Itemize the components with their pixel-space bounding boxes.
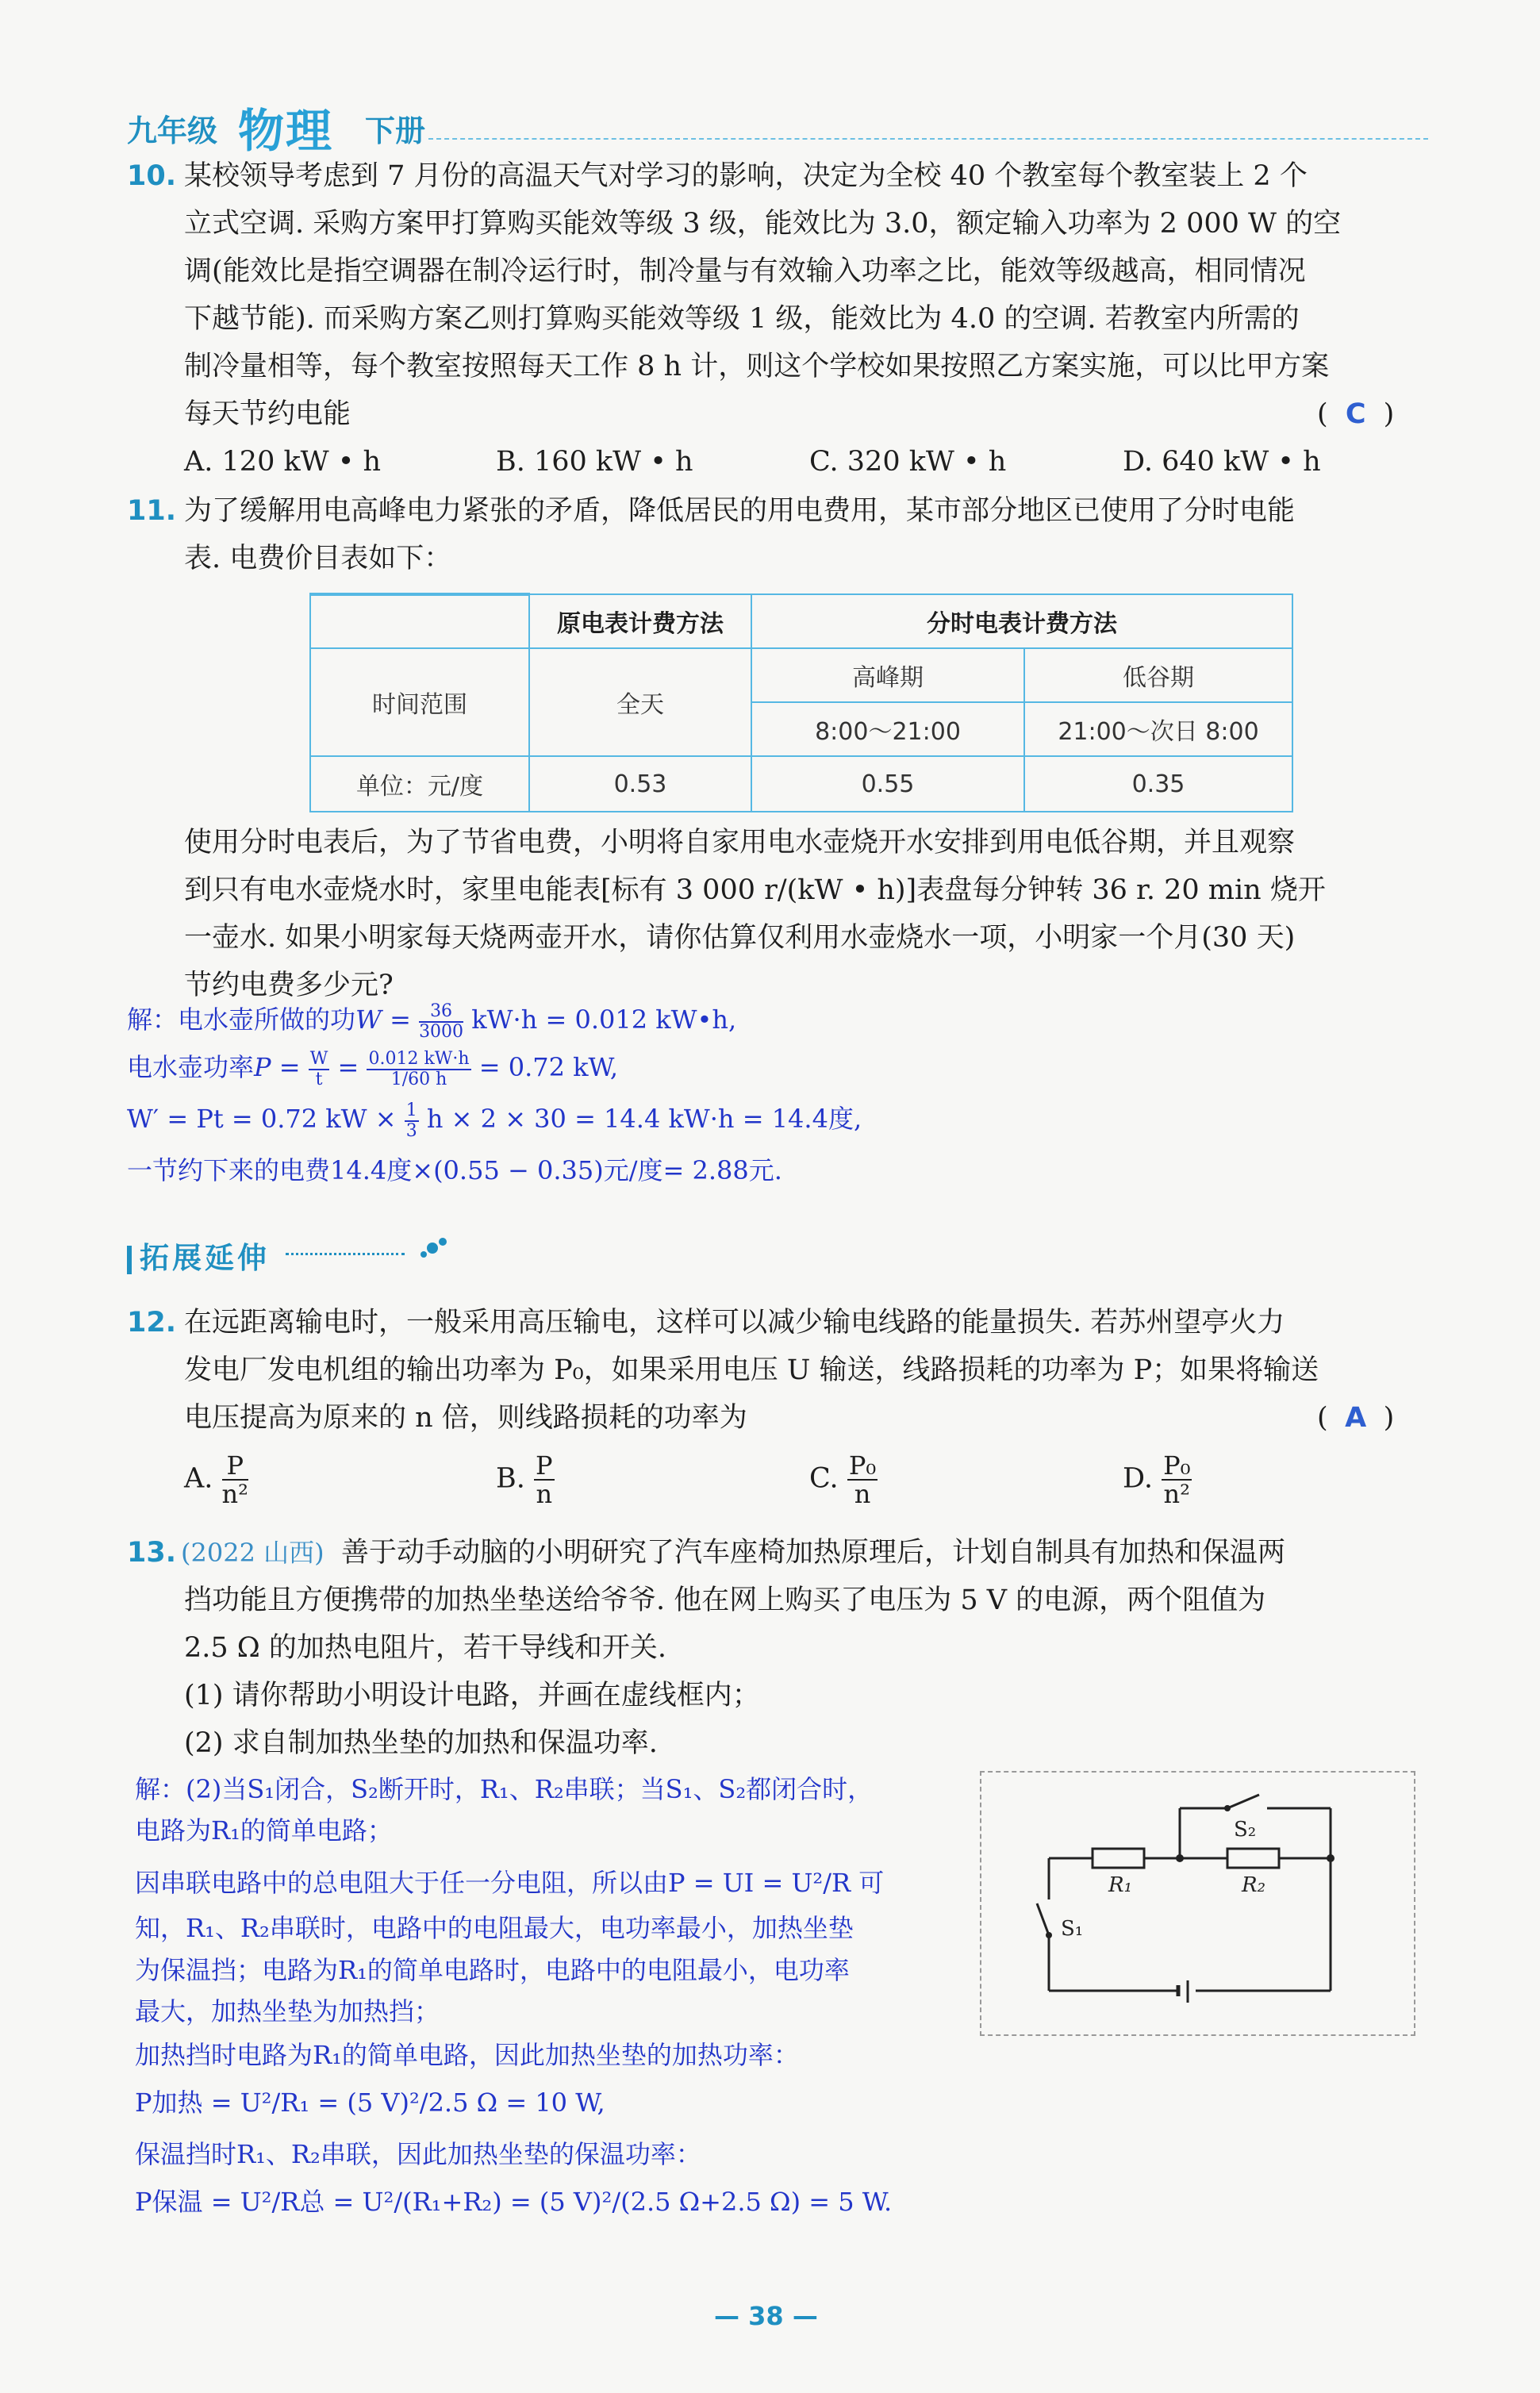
solution-line: P加热 = U²/R₁ = (5 V)²/2.5 Ω = 10 W, xyxy=(135,2088,605,2118)
solution-line: 解：电水壶所做的功W = $\frac{36}{3000}$ kW·h = 0.012 kW•h, xyxy=(127,1001,737,1042)
page-number: — 38 — xyxy=(714,2301,818,2331)
table-cell: 0.53 xyxy=(529,756,751,812)
table-cell: 8:00～21:00 xyxy=(751,702,1024,756)
question-text-line: 调(能效比是指空调器在制冷运行时，制冷量与有效输入功率之比，能效等级越高，相同情况 xyxy=(184,255,1306,287)
answer-paren: ( A ) xyxy=(1317,1402,1395,1434)
question-text-line: 在远距离输电时，一般采用高压输电，这样可以减少输电线路的能量损失. 若苏州望亭火力 xyxy=(184,1307,1285,1339)
section-bar xyxy=(127,1246,132,1274)
table-cell xyxy=(310,594,529,648)
table-header: 分时电表计费方法 xyxy=(751,594,1292,648)
table-header: 原电表计费方法 xyxy=(529,594,751,648)
table-cell: 0.35 xyxy=(1024,756,1292,812)
solution-line: 保温挡时R₁、R₂串联，因此加热坐垫的保温功率： xyxy=(135,2139,701,2169)
label-r1: R₁ xyxy=(1108,1873,1132,1897)
question-number: 13. xyxy=(127,1537,177,1569)
question-text-line: 2.5 Ω 的加热电阻片，若干导线和开关. xyxy=(184,1632,667,1664)
question-text-line: 制冷量相等，每个教室按照每天工作 8 h 计，则这个学校如果按照乙方案实施，可以比甲方案 xyxy=(184,351,1330,382)
question-text-line: 挡功能且方便携带的加热坐垫送给爷爷. 他在网上购买了电压为 5 V 的电源，两个阻值为 xyxy=(184,1584,1266,1616)
question-text-line: 发电厂发电机组的输出功率为 P₀，如果采用电压 U 输送，线路损耗的功率为 P；如果将输送 xyxy=(184,1354,1319,1386)
section-title xyxy=(127,1234,270,1277)
answer-paren: ( C ) xyxy=(1317,398,1395,430)
splash-icon xyxy=(413,1234,452,1266)
solution-line: 为保温挡；电路为R₁的简单电路时，电路中的电阻最小，电功率 xyxy=(135,1955,850,1985)
section-title-text: 拓展延伸 xyxy=(140,1241,270,1275)
option-d: D. $\frac{\text{P₀}}{\text{n²}}$ xyxy=(1123,1450,1191,1509)
header-subject: 物理 xyxy=(238,104,334,158)
header-grade: 九年级 xyxy=(127,113,218,148)
question-text-line: 善于动手动脑的小明研究了汽车座椅加热原理后，计划自制具有加热和保温两 xyxy=(341,1537,1286,1569)
question-text-line: 电压提高为原来的 n 倍，则线路损耗的功率为 xyxy=(184,1402,747,1434)
table-cell: 单位：元/度 xyxy=(310,756,529,812)
circuit-diagram xyxy=(981,1773,1414,2034)
option-d: D. 640 kW • h xyxy=(1123,446,1321,478)
option-a: A. 120 kW • h xyxy=(184,446,382,478)
solution-line: P保温 = U²/R总 = U²/(R₁+R₂) = (5 V)²/(2.5 Ω+2.5 Ω) = 5 W. xyxy=(135,2187,893,2217)
solution-line: 加热挡时电路为R₁的简单电路，因此加热坐垫的加热功率： xyxy=(135,2040,799,2070)
solution-line: 电路为R₁的简单电路； xyxy=(135,1815,393,1846)
table-cell: 时间范围 xyxy=(310,648,529,756)
question-number: 11. xyxy=(127,495,177,527)
solution-line: 一节约下来的电费14.4度×(0.55 − 0.35)元/度= 2.88元. xyxy=(127,1155,782,1185)
label-r2: R₂ xyxy=(1242,1873,1265,1897)
answer-value: C xyxy=(1345,398,1366,430)
section-dots xyxy=(286,1253,405,1255)
option-c: C. $\frac{\text{P₀}}{n}$ xyxy=(809,1450,877,1509)
question-number: 12. xyxy=(127,1307,177,1339)
question-text-line: 某校领导考虑到 7 月份的高温天气对学习的影响，决定为全校 40 个教室每个教室装上 2 个 xyxy=(184,160,1308,192)
solution-line: 解：(2)当S₁闭合，S₂断开时，R₁、R₂串联；当S₁、S₂都闭合时， xyxy=(135,1774,874,1804)
question-text-line: 下越节能). 而采购方案乙则打算购买能效等级 1 级，能效比为 4.0 的空调. 若教室内所需的 xyxy=(184,303,1300,335)
option-b: B. 160 kW • h xyxy=(496,446,693,478)
circuit-diagram-box xyxy=(980,1771,1415,2036)
solution-line: 知，R₁、R₂串联时，电路中的电阻最大，电功率最小，加热坐垫 xyxy=(135,1913,854,1943)
fee-table xyxy=(309,593,1293,812)
question-part: (1) 请你帮助小明设计电路，并画在虚线框内； xyxy=(184,1680,760,1711)
question-text-line: 每天节约电能 xyxy=(184,398,351,430)
label-s2: S₂ xyxy=(1234,1818,1257,1842)
table-cell: 低谷期 xyxy=(1024,648,1292,702)
question-text-line: 立式空调. 采购方案甲打算购买能效等级 3 级，能效比为 3.0，额定输入功率为 2 000 W 的空 xyxy=(184,208,1342,240)
solution-line: W′ = Pt = 0.72 kW × $\frac{1}{3}$ h × 2 × 30 = 14.4 kW·h = 14.4度, xyxy=(127,1100,862,1141)
solution-line: 因串联电路中的总电阻大于任一分电阻，所以由P = UI = U²/R 可 xyxy=(135,1868,885,1898)
label-s1: S₁ xyxy=(1061,1917,1084,1941)
question-text-line: 表. 电费价目表如下： xyxy=(184,543,452,574)
option-b: B. $\frac{P}{n}$ xyxy=(496,1450,553,1509)
option-a: A. $\frac{P}{\text{n²}}$ xyxy=(184,1450,248,1509)
header-volume: 下册 xyxy=(365,113,426,148)
question-text-line: 到只有电水壶烧水时，家里电能表[标有 3 000 r/(kW • h)]表盘每分钟转 36 r. 20 min 烧开 xyxy=(184,874,1326,906)
table-cell: 0.55 xyxy=(751,756,1024,812)
question-part: (2) 求自制加热坐垫的加热和保温功率. xyxy=(184,1727,658,1759)
question-text-line: 使用分时电表后，为了节省电费，小明将自家用电水壶烧开水安排到用电低谷期，并且观察 xyxy=(184,827,1296,858)
question-text-line: 一壶水. 如果小明家每天烧两壶开水，请你估算仅利用水壶烧水一项，小明家一个月(30 天) xyxy=(184,922,1296,954)
table-cell: 高峰期 xyxy=(751,648,1024,702)
solution-line: 电水壶功率P = $\frac{W}{t}$ = $\frac{0.012 kW\cdot h}{1/60 h}$ = 0.72 kW, xyxy=(127,1048,619,1089)
solution-line: 最大，加热坐垫为加热挡； xyxy=(135,1996,440,2026)
question-source: (2022 山西) xyxy=(181,1538,325,1568)
question-text-line: 为了缓解用电高峰电力紧张的矛盾，降低居民的用电费用，某市部分地区已使用了分时电能 xyxy=(184,495,1296,527)
option-c: C. 320 kW • h xyxy=(809,446,1007,478)
question-text-line: 节约电费多少元? xyxy=(184,970,394,1001)
answer-value: A xyxy=(1345,1402,1367,1434)
table-cell: 全天 xyxy=(529,648,751,756)
header-rule xyxy=(428,138,1428,140)
question-number: 10. xyxy=(127,160,177,192)
page-header xyxy=(127,103,1428,158)
table-cell: 21:00～次日 8:00 xyxy=(1024,702,1292,756)
